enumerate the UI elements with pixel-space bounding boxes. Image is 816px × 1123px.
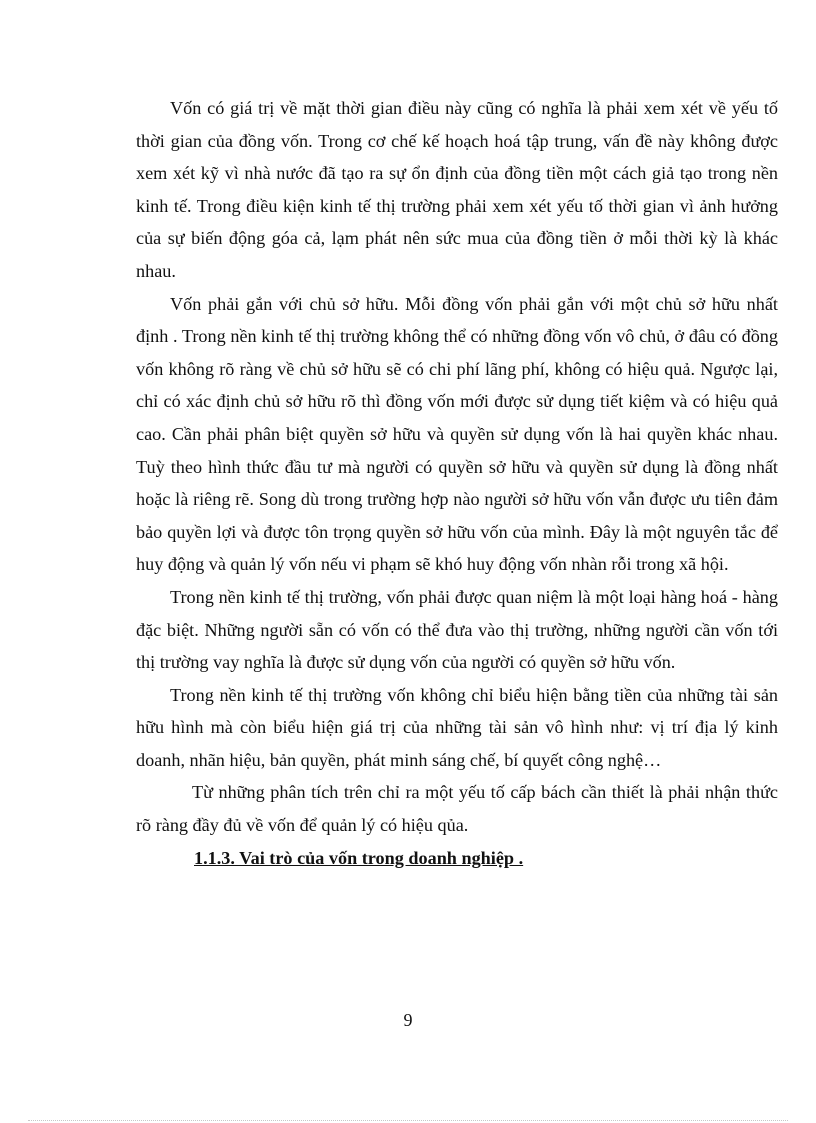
page-number: 9 xyxy=(403,1010,413,1030)
document-body xyxy=(136,92,778,874)
paragraph-intangible-assets: Trong nền kinh tế thị trường vốn không chỉ biểu hiện bằng tiền của những tài sản hữu hình mà còn biểu hiện giá trị của những tài sản vô hình như: vị trí địa lý kinh doanh, nhãn hiệu, bản quyền, phát minh sáng chế, bí quyết công nghệ… xyxy=(136,684,778,770)
section-heading xyxy=(136,842,778,875)
paragraph-time-value: Vốn có giá trị về mặt thời gian điều này cũng có nghĩa là phải xem xét về yếu tố thời gian của đồng vốn. Trong cơ chế kế hoạch hoá tập trung, vấn đề này không được xem xét kỹ vì nhà nước đã tạo ra sự ổn định của đồng tiền một cách giả tạo trong nền kinh tế. Trong điều kiện kinh tế thị trường phải xem xét yếu tố thời gian vì ảnh hưởng của sự biến động góa cả, lạm phát nên sức mua của đồng tiền ở mỗi thời kỳ là khác nhau. xyxy=(136,98,778,281)
page-bottom-divider xyxy=(28,1120,788,1121)
paragraph-capital-as-commodity: Trong nền kinh tế thị trường, vốn phải được quan niệm là một loại hàng hoá - hàng đặc biệt. Những người sẵn có vốn có thể đưa vào thị trường, những người cần vốn tới thị trường vay nghĩa là được sử dụng vốn của người có quyền sở hữu vốn. xyxy=(136,586,778,673)
paragraph-ownership: Vốn phải gắn với chủ sở hữu. Mỗi đồng vốn phải gắn với một chủ sở hữu nhất định . Trong nền kinh tế thị trường không thể có những đồng vốn vô chủ, ở đâu có đồng vốn không rõ ràng về chủ sở hữu sẽ có chi phí lãng phí, không có hiệu quả. Ngược lại, chỉ có xác định chủ sở hữu rõ thì đồng vốn mới được sử dụng tiết kiệm và có hiệu quả cao. Cần phải phân biệt quyền sở hữu và quyền sử dụng vốn là hai quyền khác nhau. Tuỳ theo hình thức đầu tư mà người có quyền sở hữu và quyền sử dụng là đồng nhất hoặc là riêng rẽ. Song dù trong trường hợp nào người sở hữu vốn vẫn được ưu tiên đảm bảo quyền lợi và được tôn trọng quyền sở hữu vốn của mình. Đây là một nguyên tắc để huy động và quản lý vốn nếu vi phạm sẽ khó huy động vốn nhàn rỗi trong xã hội. xyxy=(136,293,778,575)
paragraph-conclusion: Từ những phân tích trên chỉ ra một yếu tố cấp bách cần thiết là phải nhận thức rõ ràng đầy đủ về vốn để quản lý có hiệu qủa. xyxy=(136,782,778,836)
section-heading-text: 1.1.3. Vai trò của vốn trong doanh nghiệp . xyxy=(194,847,524,868)
